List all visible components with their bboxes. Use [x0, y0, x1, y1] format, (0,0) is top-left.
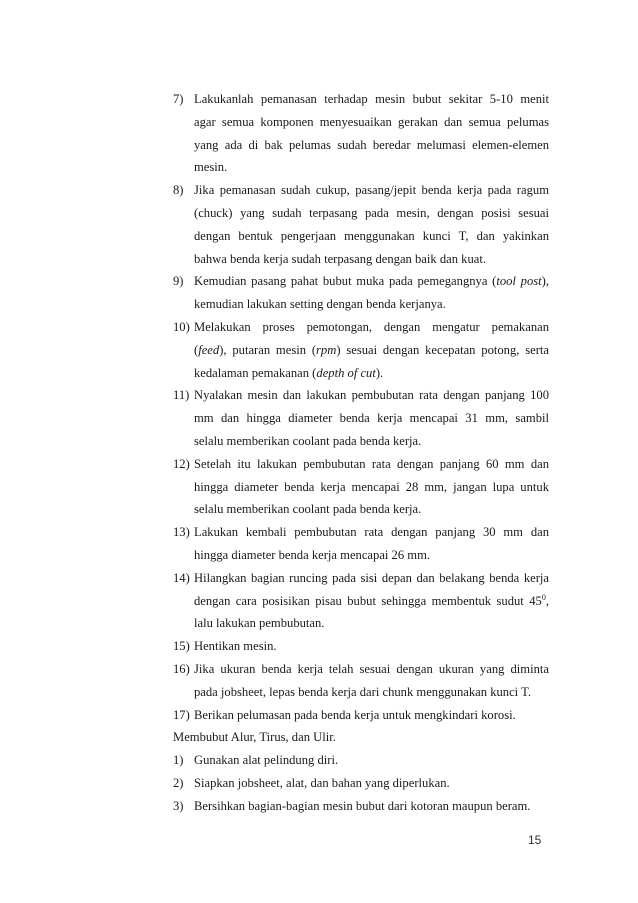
text-line: Bersihkan bagian-bagian mesin bubut dari kotoran maupun beram.	[194, 798, 531, 813]
list-item	[173, 521, 549, 567]
page-number: 15	[528, 833, 542, 847]
text-line: Kemudian pasang pahat bubut muka pada pemegangnya (tool post),	[194, 274, 549, 289]
list-item	[173, 704, 549, 727]
item-number: 3)	[173, 798, 184, 813]
text-line: Setelah itu lakukan pembubutan rata dengan panjang 60 mm dan	[194, 456, 549, 471]
list-item	[173, 635, 549, 658]
item-number: 13)	[173, 525, 190, 540]
text-line: selalu memberikan coolant pada benda kerja.	[194, 433, 422, 448]
text-line: Jika ukuran benda kerja telah sesuai dengan ukuran yang diminta	[194, 661, 549, 676]
list-item	[173, 567, 549, 635]
text-line: Siapkan jobsheet, alat, dan bahan yang diperlukan.	[194, 775, 450, 790]
text-line: pada jobsheet, lepas benda kerja dari chunk menggunakan kunci T.	[194, 684, 531, 699]
list-item	[173, 749, 549, 772]
item-text	[173, 749, 549, 772]
item-text	[173, 772, 549, 795]
text-line: Berikan pelumasan pada benda kerja untuk mengkindari korosi.	[194, 707, 516, 722]
text-line: hingga diameter benda kerja mencapai 26 mm.	[194, 547, 431, 562]
item-text	[173, 658, 549, 704]
list-item	[173, 316, 549, 384]
item-text	[173, 704, 549, 727]
text-line: kedalaman pemakanan (depth of cut).	[194, 365, 384, 380]
list-item	[173, 384, 549, 452]
item-text	[173, 384, 549, 452]
text-line: mesin.	[194, 160, 228, 175]
item-number: 14)	[173, 570, 190, 585]
item-number: 11)	[173, 388, 190, 403]
item-number: 10)	[173, 319, 190, 334]
text-line: Lakukanlah pemanasan terhadap mesin bubut sekitar 5-10 menit	[194, 92, 549, 106]
list-item	[173, 795, 549, 818]
item-text	[173, 270, 549, 316]
procedure-list	[173, 88, 549, 726]
item-text	[173, 88, 549, 179]
item-number: 7)	[173, 92, 184, 106]
text-line: Lakukan kembali pembubutan rata dengan panjang 30 mm dan	[194, 525, 549, 540]
text-line: Nyalakan mesin dan lakukan pembubutan rata dengan panjang 100	[194, 388, 549, 403]
text-line: kemudian lakukan setting dengan benda kerjanya.	[194, 297, 446, 312]
text-line: (chuck) yang sudah terpasang pada mesin, dengan posisi sesuai	[194, 205, 549, 220]
text-line: dengan bentuk pengerjaan menggunakan kunci T, dan yakinkan	[194, 228, 549, 243]
item-text	[173, 521, 549, 567]
text-line: lalu lakukan pembubutan.	[194, 616, 325, 631]
text-line: (feed), putaran mesin (rpm) sesuai dengan kecepatan potong, serta	[194, 342, 550, 357]
item-text	[173, 567, 549, 635]
text-line: Gunakan alat pelindung diri.	[194, 753, 339, 768]
text-line: hingga diameter benda kerja mencapai 28 mm, jangan lupa untuk	[194, 479, 549, 494]
text-line: bahwa benda kerja sudah terpasang dengan baik dan kuat.	[194, 251, 486, 266]
document-body	[173, 88, 549, 818]
item-text	[173, 795, 549, 818]
text-line: selalu memberikan coolant pada benda kerja.	[194, 502, 422, 517]
text-line: agar semua komponen menyesuaikan gerakan dan semua pelumas	[194, 114, 549, 129]
list-item	[173, 88, 549, 179]
list-item	[173, 270, 549, 316]
text-line: yang ada di bak pelumas sudah beredar melumasi elemen-elemen	[194, 137, 549, 152]
item-number: 15)	[173, 639, 190, 654]
procedure-list-2	[173, 749, 549, 817]
text-line: Hentikan mesin.	[194, 639, 277, 654]
item-number: 2)	[173, 775, 184, 790]
list-item	[173, 772, 549, 795]
item-number: 1)	[173, 753, 184, 768]
item-text	[173, 635, 549, 658]
item-text	[173, 179, 549, 270]
item-number: 16)	[173, 661, 190, 676]
text-line: mm dan hingga diameter benda kerja mencapai 31 mm, sambil	[194, 411, 549, 426]
list-item	[173, 179, 549, 270]
item-number: 8)	[173, 183, 184, 198]
text-line: Jika pemanasan sudah cukup, pasang/jepit benda kerja pada ragum	[194, 183, 549, 198]
section-heading: Membubut Alur, Tirus, dan Ulir.	[173, 730, 336, 745]
item-text	[173, 453, 549, 521]
list-item	[173, 658, 549, 704]
item-number: 17)	[173, 707, 190, 722]
item-text	[173, 316, 549, 384]
list-item	[173, 453, 549, 521]
item-number: 9)	[173, 274, 184, 289]
text-line: dengan cara posisikan pisau bubut sehingga membentuk sudut $45^0$,	[194, 592, 549, 608]
item-number: 12)	[173, 456, 190, 471]
text-line: Hilangkan bagian runcing pada sisi depan dan belakang benda kerja	[194, 570, 549, 585]
text-line: Melakukan proses pemotongan, dengan mengatur pemakanan	[194, 319, 549, 334]
